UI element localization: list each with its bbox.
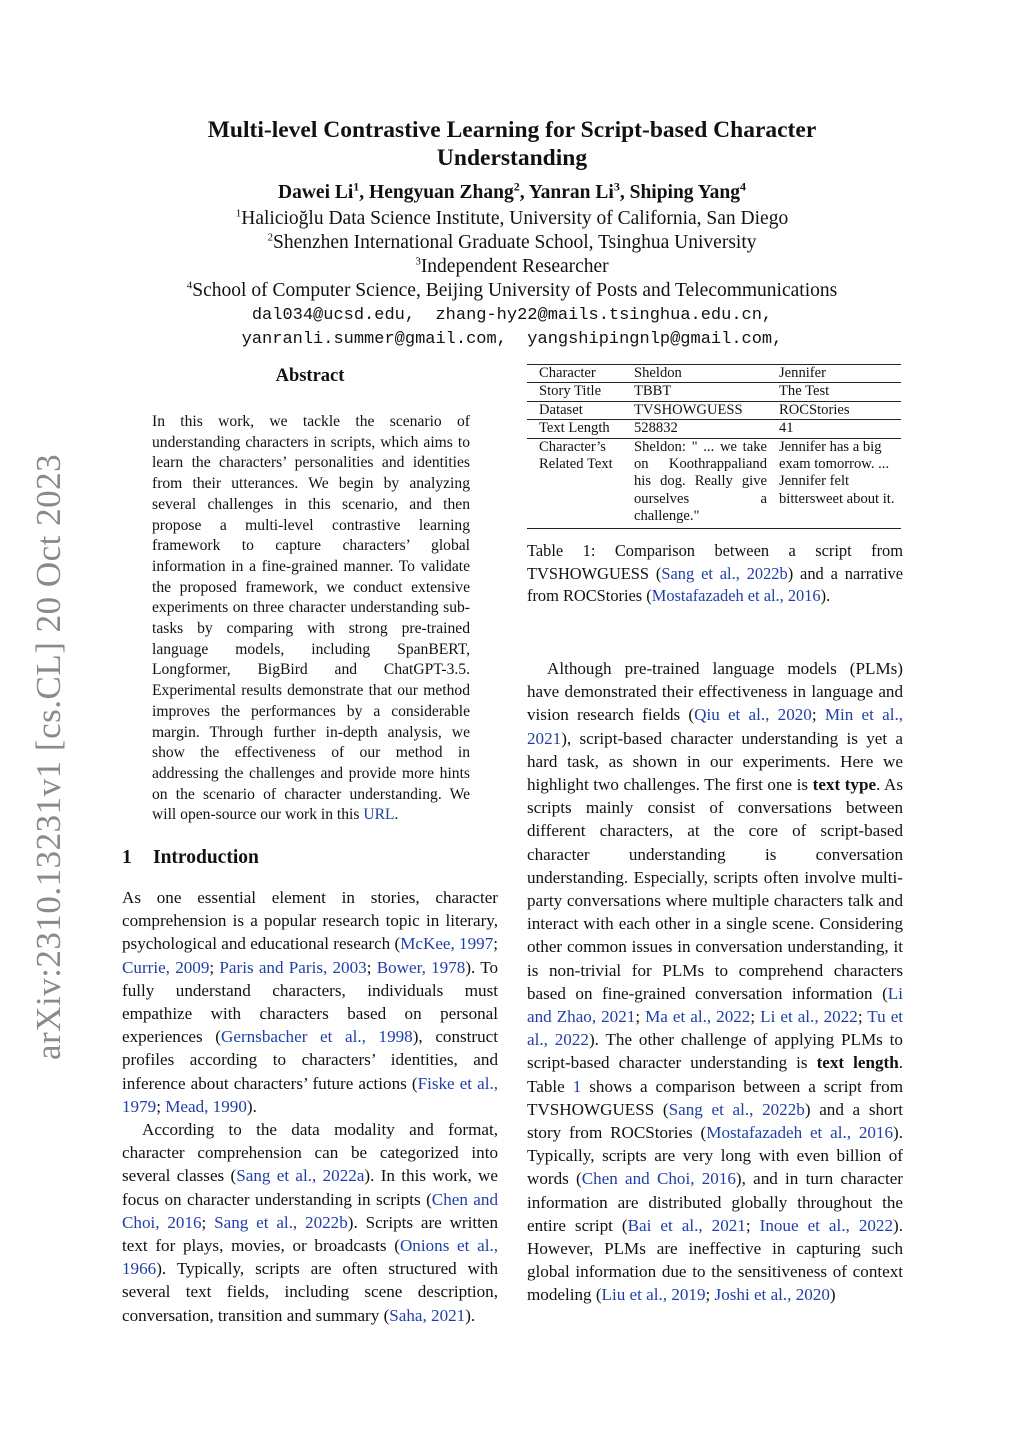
citation-link[interactable]: Ma et al., 2022 (645, 1007, 751, 1027)
table-cell: ROCStories (767, 401, 901, 419)
table-row (527, 383, 901, 401)
table-cell: Sheldon (622, 365, 767, 383)
paragraph-text: ; (201, 1212, 215, 1232)
paragraph-text: ). Typically, scripts are very long with even billion of words ( (527, 1123, 903, 1189)
citation-link[interactable]: Bower, 1978 (376, 957, 466, 977)
author-name: Dawei Li (278, 182, 354, 203)
arxiv-identifier-stamp: arXiv:2310.13231v1 [cs.CL] 20 Oct 2023 (29, 453, 68, 1060)
abstract-end: . (394, 806, 399, 824)
citation-link[interactable]: Liu et al., 2019 (601, 1285, 706, 1305)
paragraph-text: ), and in turn character information are distributed globally throughout the entire script ( (527, 1169, 903, 1235)
citation-link[interactable]: Chen and Choi, 2016 (581, 1169, 736, 1189)
table-row (527, 438, 901, 528)
paragraph-text: ). Scripts are written text for plays, movies, or broadcasts ( (122, 1212, 499, 1256)
paragraph-text: ). However, PLMs are ineffective in capturing such global information due to the sensitiveness of context modeling ( (527, 1215, 903, 1305)
paragraph-text: ; (156, 1096, 166, 1116)
paper-title: Multi-level Contrastive Learning for Script-based Character Understanding (207, 117, 817, 171)
citation-link[interactable]: Tu et al., 2022 (527, 1007, 904, 1050)
citation-link[interactable]: Bai et al., 2021 (627, 1215, 746, 1235)
paragraph-text: ; (811, 705, 825, 725)
section-title: Introduction (153, 847, 259, 868)
body-column-right (527, 657, 903, 1307)
caption-text: Comparison between a script from TVSHOWGUESS ( (527, 541, 903, 583)
affiliation-mark: 4 (186, 279, 193, 292)
citation-link[interactable]: Saha, 2021 (389, 1305, 466, 1325)
paragraph-text: . As scripts mainly consist of conversations between different characters, at the core of script-based character understanding is conversation understanding. Especially, scripts often involve multi-party conversations where multiple characters talk and interact with each other in a single scene. Considering other common issues in conversation understanding, it is non-trivial for PLMs to comprehend characters based on fine-grained conversation information ( (527, 775, 903, 1003)
author-name: Yanran Li (528, 182, 614, 203)
citation-link[interactable]: Sang et al., 2022a (236, 1166, 365, 1186)
citation-link[interactable]: Inoue et al., 2022 (759, 1215, 894, 1235)
caption-text: ). (820, 586, 831, 605)
citation-link[interactable]: Fiske et al., 1979 (122, 1073, 498, 1116)
paragraph-text: ). (465, 1305, 476, 1325)
citation-link[interactable]: Joshi et al., 2020 (714, 1285, 830, 1305)
citation-link[interactable]: Li et al., 2022 (760, 1007, 858, 1027)
citation-link[interactable]: Onions et al., 1966 (122, 1236, 498, 1279)
intro-paragraph-1 (122, 886, 498, 1118)
author-name: Shiping Yang (629, 182, 740, 203)
citation-link[interactable]: McKee, 1997 (400, 934, 494, 954)
section-heading-introduction (122, 847, 259, 869)
author-emails-line-2: yanranli.summer@gmail.com, yangshipingnlp@gmail.com, (241, 330, 783, 349)
paragraph-text: ), construct profiles according to characters’ identities, and inference about characters’ future actions ( (122, 1027, 498, 1093)
paragraph-text: . Table (527, 1053, 903, 1096)
affiliation-text: Independent Researcher (420, 256, 609, 277)
abstract-heading: Abstract (275, 366, 345, 386)
table-header-row (527, 365, 901, 383)
paragraph-text: ; (857, 1007, 868, 1027)
citation-link[interactable]: Mostafazadeh et al., 2016 (651, 586, 821, 605)
paragraph-text: ). In this work, we focus on character understanding in scripts ( (122, 1166, 498, 1209)
citation-link[interactable]: Mostafazadeh et al., 2016 (706, 1123, 894, 1143)
citation-link[interactable]: Sang et al., 2022b (214, 1212, 348, 1232)
paragraph-text: ; (745, 1215, 760, 1235)
citation-link[interactable]: Gernsbacher et al., 1998 (221, 1027, 413, 1047)
paragraph-text: ) (829, 1285, 836, 1305)
author-affiliation-mark: 4 (739, 179, 746, 194)
affiliation (120, 255, 904, 279)
paragraph-text: ). To fully understand characters, individuals must empathize with characters based on personal experiences ( (122, 957, 499, 1047)
affiliation-text: Shenzhen International Graduate School, Tsinghua University (273, 232, 757, 253)
paragraph-text: ). Typically, scripts are often structured with several text fields, including scene description, conversation, transition and summary ( (122, 1259, 498, 1325)
paragraph-text: ), script-based character understanding is yet a hard task, as shown in our experiments. Here we highlight two challenges. The first one is (527, 728, 903, 795)
bold-term: text length (816, 1053, 899, 1073)
table-cell: Character (527, 365, 622, 383)
table-cell: TVSHOWGUESS (622, 401, 767, 419)
affiliation (120, 231, 904, 255)
paragraph-text: ; (366, 957, 377, 977)
affiliation (120, 279, 904, 303)
citation-link[interactable]: Min et al., 2021 (527, 705, 904, 748)
citation-link[interactable]: Sang et al., 2022b (661, 563, 788, 583)
abstract-text: In this work, we tackle the scenario of understanding characters in scripts, which aims to learn the characters’ personalities and identities from their utterances. We begin by analyzing several challenges in this scenario, and then propose a multi-level contrastive learning framework to capture characters’ global information in a fine-grained manner. To validate the proposed framework, we conduct extensive experiments on three character understanding sub-tasks by comparing with strong pre-trained language models, including SpanBERT, Longformer, BigBird and ChatGPT-3.5. Experimental results demonstrate that our method improves the performances by a considerable margin. Through further in-depth analysis, we show the effectiveness of our method in addressing the challenges and provide more hints on the scenario of character understanding. We will open-source our work in this (152, 413, 470, 824)
table-caption (527, 540, 903, 608)
paragraph-text: ; (493, 934, 498, 954)
abstract-body (152, 412, 470, 826)
table-cell: The Test (767, 383, 901, 401)
table-cell: Sheldon: " ... we take on Koothrappaliand his dog. Really give ourselves a challenge." (622, 438, 767, 528)
intro-paragraph-3 (527, 657, 903, 1307)
affiliation-text: Halicioğlu Data Science Institute, University of California, San Diego (241, 208, 789, 229)
caption-text: ) and a narrative from ROCStories ( (527, 563, 904, 605)
citation-link[interactable]: Chen and Choi, 2016 (122, 1189, 498, 1232)
citation-link[interactable]: 1 (572, 1076, 582, 1096)
table-row (527, 420, 901, 438)
citation-link[interactable]: Li and Zhao, 2021 (527, 983, 903, 1027)
author-affiliation-mark: 2 (513, 179, 520, 194)
table-cell: Story Title (527, 383, 622, 401)
paragraph-text: ; (705, 1285, 715, 1305)
abstract-url-link[interactable]: URL (363, 806, 395, 824)
affiliation (120, 207, 904, 231)
table-cell: 41 (767, 420, 901, 438)
paragraph-text: ; (635, 1007, 646, 1027)
paragraph-text: ). (246, 1096, 257, 1116)
citation-link[interactable]: Currie, 2009 (122, 957, 210, 977)
affiliation-mark: 2 (267, 231, 273, 244)
author-emails-line-1: dal034@ucsd.edu, zhang-hy22@mails.tsinghua.edu.cn, (251, 306, 773, 325)
intro-paragraph-2 (122, 1118, 498, 1327)
affiliation-mark: 1 (235, 207, 242, 220)
table-cell: Dataset (527, 401, 622, 419)
table-row (527, 401, 901, 419)
paragraph-text: According to the data modality and format, character comprehension can be categorized into several classes ( (122, 1120, 498, 1186)
paragraph-text: ) and a short story from ROCStories ( (527, 1099, 904, 1143)
table-cell: 528832 (622, 420, 767, 438)
paragraph-text: Although pre-trained language models (PLMs) have demonstrated their effectiveness in language and vision research fields ( (527, 659, 903, 725)
citation-link[interactable]: Mead, 1990 (165, 1096, 247, 1116)
citation-link[interactable]: Qiu et al., 2020 (694, 705, 812, 725)
author-affiliation-mark: 1 (353, 179, 360, 194)
paragraph-text: ). The other challenge of applying PLMs to script-based character understanding is (527, 1030, 903, 1073)
paragraph-text: ; (209, 957, 220, 977)
paragraph-text: shows a comparison between a script from TVSHOWGUESS ( (527, 1076, 903, 1119)
citation-link[interactable]: Paris and Paris, 2003 (219, 957, 367, 977)
table-cell: Jennifer (767, 365, 901, 383)
table-cell: Text Length (527, 420, 622, 438)
paragraph-text: As one essential element in stories, character comprehension is a popular research topic in literary, psychological and educational research ( (122, 888, 498, 954)
author-affiliation-mark: 3 (613, 179, 620, 194)
comparison-table (527, 364, 901, 529)
table-cell: TBBT (622, 383, 767, 401)
paragraph-text: ; (750, 1007, 761, 1027)
author-list: Dawei Li$^1$, Hengyuan Zhang$^2$, Yanran Li$^3$, Shiping Yang$^4$ (278, 179, 746, 203)
table-cell: Character’s Related Text (527, 438, 622, 528)
affiliation-mark: 3 (415, 255, 421, 268)
body-column-left (122, 886, 498, 1327)
citation-link[interactable]: Sang et al., 2022b (668, 1099, 805, 1119)
caption-label: Table 1: (527, 541, 596, 560)
bold-term: text type (812, 775, 877, 795)
section-number: 1 (122, 847, 132, 868)
table-cell: Jennifer has a big exam tomorrow. ... Jennifer felt bittersweet about it. (767, 438, 901, 528)
affiliation-text: School of Computer Science, Beijing University of Posts and Telecommunications (192, 280, 838, 301)
author-name: Hengyuan Zhang (369, 182, 514, 203)
